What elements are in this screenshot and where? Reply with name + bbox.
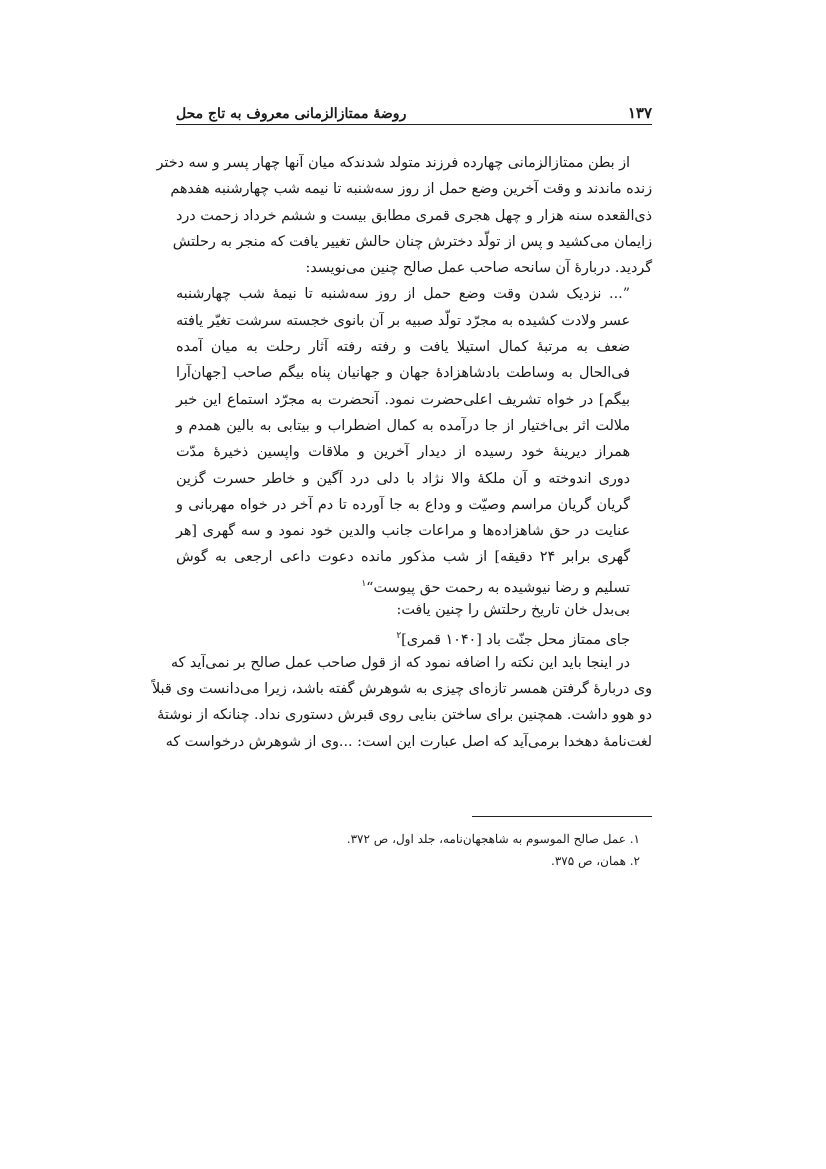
- text-line: لغت‌نامهٔ دهخدا برمی‌آید که اصل عبارت این است: ...وی از شوهرش درخواست که: [165, 733, 652, 750]
- quote-line: فی‌الحال به وساطت بادشاهزادهٔ جهان و جهانیان پناه بیگم صاحب [جهان‌آرا: [176, 365, 630, 382]
- quote-line: ضعف به مرتبهٔ کمال استیلا یافت و رفته رفته آثار رحلت به میان آمده: [176, 339, 630, 356]
- quote-line: ”... نزدیک شدن وقت وضع حمل از روز سه‌شنبه تا نیمهٔ شب چهارشنبه: [176, 286, 630, 303]
- footnotes: [176, 828, 652, 872]
- quote-line: بیگم] در خواه تشریف اعلی‌حضرت نمود. آنحضرت به مجرّد استماع این خبر: [176, 391, 630, 408]
- footnote-1: ۱. عمل صالح الموسوم به شاهجهان‌نامه، جلد اول، ص ۳۷۲.: [346, 832, 640, 846]
- quote-line: عسر ولادت کشیده به مجرّد تولّد صبیه بر آن بانوی خجسته سرشت تغیّر یافته: [176, 312, 630, 329]
- text-line: از بطن ممتازالزمانی چهارده فرزند متولد شدندکه میان آنها چهار پسر و سه دختر: [156, 155, 630, 171]
- quote-line: دوری اندوخته و آن ملکهٔ والا نژاد با دلی درد آگین و خاطر حسرت گزین: [176, 470, 630, 487]
- text-line: وی دربارهٔ گرفتن همسر تازه‌ای چیزی به شوهرش گفته باشد، زیرا می‌دانست وی قبلاً: [151, 680, 652, 697]
- block-quote: [176, 281, 652, 649]
- running-title: روضهٔ ممتازالزمانی معروف به تاج محل: [176, 106, 407, 122]
- page-number: ۱۳۷: [627, 104, 652, 122]
- text-line: گردید. دربارهٔ آن سانحه صاحب عمل صالح چنین می‌نویسد:: [305, 260, 652, 277]
- verse-line: [176, 623, 630, 649]
- text-line: دو هوو داشت. همچنین برای ساختن بنایی روی قبرش دستوری نداد. چنانکه از نوشتهٔ: [157, 707, 652, 724]
- paragraph-1: [156, 150, 652, 281]
- paragraph-2: [151, 650, 652, 755]
- quote-line: عنایت در حق شاهزاده‌ها و مراعات جانب والدین خود نمود و سه گهری [هر: [176, 523, 630, 540]
- text-line: زایمان می‌کشید و پس از تولّد دخترش چنان حالش تغییر یافت که منجر به رحلتش: [172, 233, 652, 250]
- footnote-ref-2: ۲: [396, 631, 402, 642]
- verse-intro: بی‌بدل خان تاریخ رحلتش را چنین یافت:: [396, 602, 630, 619]
- text-line: زنده ماندند و وقت آخرین وضع حمل از روز سه‌شنبه تا نیمه شب چهارشنبه هفدهم: [170, 181, 652, 198]
- quote-line: گهری برابر ۲۴ دقیقه] از شب مذکور مانده دعوت داعی ارجعی به گوش: [176, 549, 631, 566]
- page-header: [176, 96, 652, 122]
- footnote-rule: [472, 816, 652, 817]
- verse-text: جای ممتاز محل جنّت باد [۱۰۴۰ قمری]: [401, 632, 630, 649]
- main-text: [151, 150, 652, 755]
- text-line: در اینجا باید این نکته را اضافه نمود که از قول صاحب عمل صالح بر نمی‌آید که: [170, 654, 630, 671]
- quote-line: ملالت اثر بی‌اختیار از جا درآمده به کمال اضطراب و بیتابی به بالین همدم و: [176, 417, 630, 434]
- quote-line: گریان گریان مراسم وصیّت و وداع به جا آورده تا دم آخر در خواه مهربانی و: [176, 496, 630, 513]
- quote-line: [176, 571, 630, 597]
- quote-end: تسلیم و رضا نیوشیده به رحمت حق پیوست“: [366, 579, 630, 596]
- quote-line: همراز دیرینهٔ خود رسیده از دیدار آخرین و ملاقات واپسین ذخیرهٔ مدّت: [176, 444, 630, 461]
- footnote-ref-1: ۱: [361, 578, 367, 589]
- text-line: ذی‌القعده سنه هزار و چهل هجری قمری مطابق بیست و ششم خرداد زحمت درد: [176, 207, 652, 224]
- header-rule: [176, 124, 652, 125]
- footnote-2: ۲. همان، ص ۳۷۵.: [551, 854, 640, 868]
